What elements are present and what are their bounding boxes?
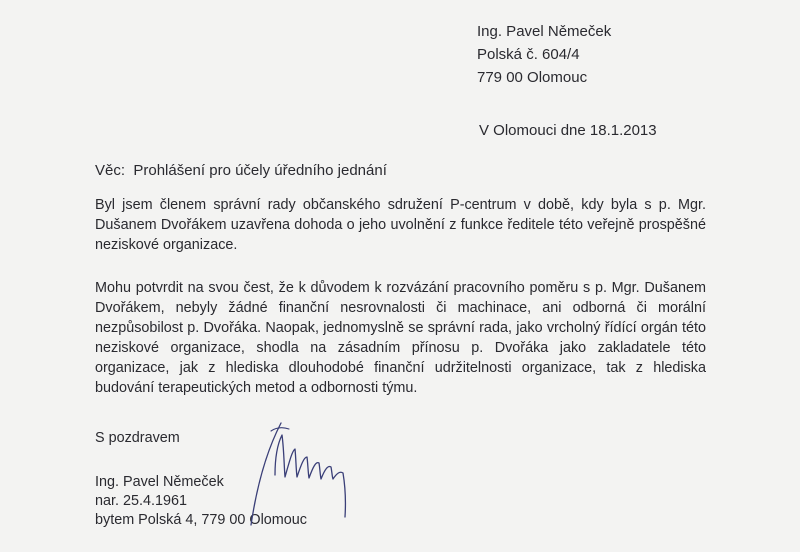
sender-street: Polská č. 604/4 bbox=[477, 46, 580, 63]
sender-city: 779 00 Olomouc bbox=[477, 69, 588, 86]
paragraph-2: Mohu potvrdit na svou čest, že k důvodem k rozvázání pracovního poměru s p. Mgr. Dušanem Dvořákem, nebyly žádné finanční nesrovnalosti či machinace, ani odborná či morální nezpůsobilost p. Dvořáka. Naopak, jednomyslně se správní rada, jako vrcholný řídící orgán této neziskové organizace, shodla na zásadním přínosu p. Dvořáka jako zakladatele této organizace, jak z hlediska dlouhodobé finanční udržitelnosti organizace, tak z hlediska budování terapeutických metod a odbornosti týmu. bbox=[95, 280, 706, 396]
signature-name: Ing. Pavel Němeček bbox=[95, 474, 224, 490]
subject-line bbox=[95, 161, 387, 181]
signature-address: bytem Polská 4, 779 00 Olomouc bbox=[95, 512, 307, 528]
handwritten-signature bbox=[245, 405, 395, 545]
paragraph-1: Byl jsem členem správní rady občanského sdružení P-centrum v době, kdy byla s p. Mgr. Dušanem Dvořákem uzavřena dohoda o jeho uvolnění z funkce ředitele této veřejně prospěšné neziskové organizace. bbox=[95, 197, 706, 253]
closing-greeting: S pozdravem bbox=[95, 430, 180, 446]
signature-birth-date: nar. 25.4.1961 bbox=[95, 493, 188, 509]
subject-label: Věc: bbox=[95, 162, 126, 179]
subject-text: Prohlášení pro účely úředního jednání bbox=[133, 162, 387, 179]
sender-address bbox=[477, 20, 611, 89]
sender-name: Ing. Pavel Němeček bbox=[477, 23, 612, 40]
place-and-date: V Olomouci dne 18.1.2013 bbox=[479, 122, 657, 139]
